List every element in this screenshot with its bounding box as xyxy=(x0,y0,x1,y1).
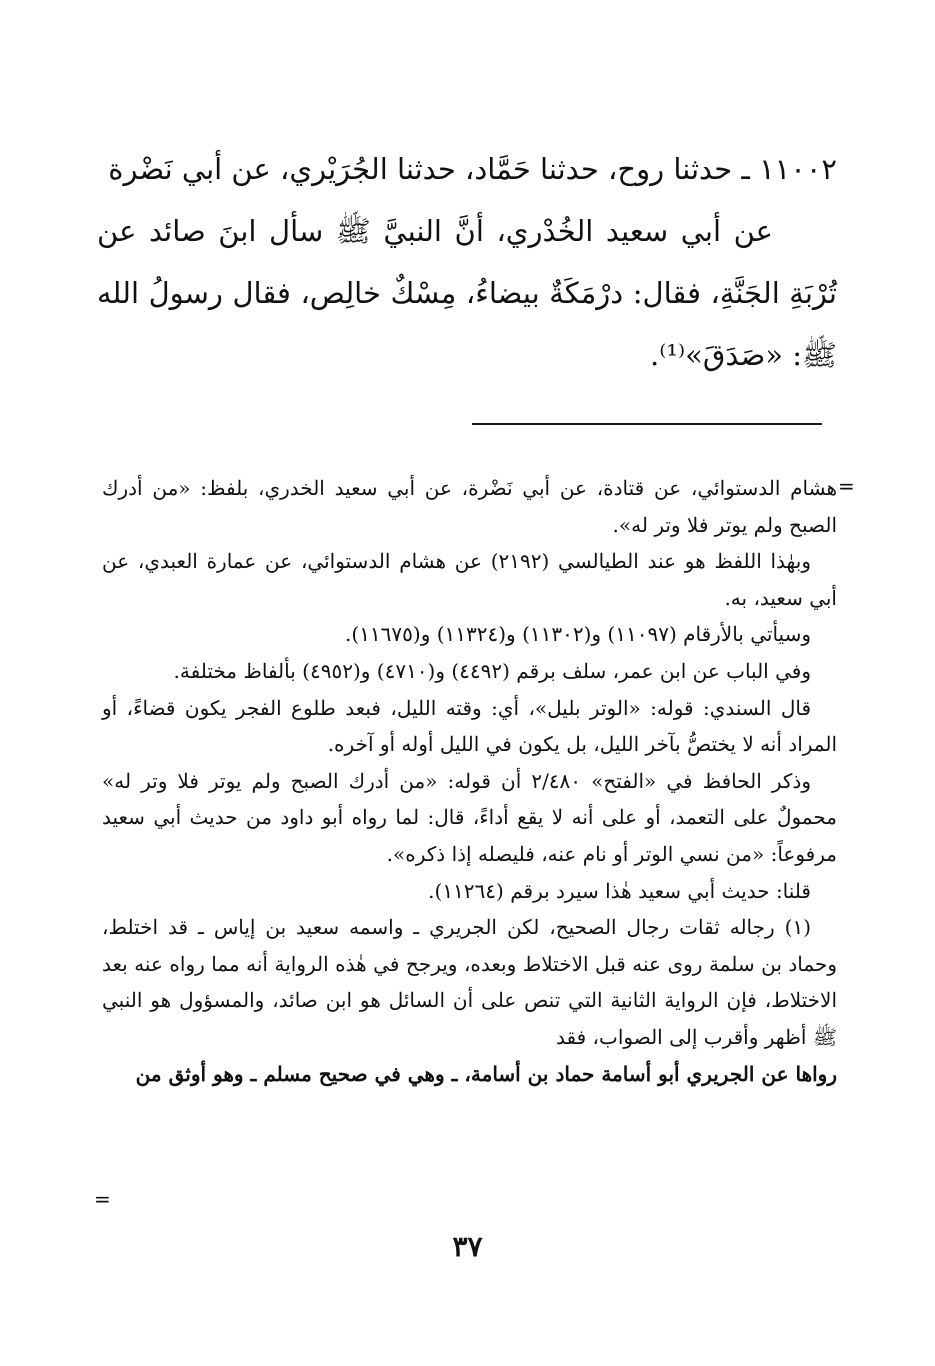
footnotes xyxy=(102,470,837,1092)
footnote-line: وفي الباب عن ابن عمر، سلف برقم (٤٤٩٢) و(٤٧١٠) و(٤٩٥٢) بألفاظ مختلفة. xyxy=(173,658,811,683)
footnote-divider xyxy=(472,423,822,425)
footnote-line: هشام الدستوائي، عن قتادة، عن أبي نَضْرة، عن أبي سعيد الخدري، بلفظ: «من أدرك الصبح ولم يوتر فلا وتر له». xyxy=(102,476,837,537)
footnote-line: قلنا: حديث أبي سعيد هٰذا سيرد برقم (١١٢٦٤). xyxy=(428,878,811,903)
footnote-line: وذكر الحافظ في «الفتح» ٢/٤٨٠ أن قوله: «من أدرك الصبح ولم يوتر فلا وتر له» محمولٌ على التعمد، أو على أنه لا يقع أداءً، قال: لما رواه أبو داود من حديث أبي سعيد مرفوعاً: «من نسي الوتر أو نام عنه، فليصله إذا ذكره». xyxy=(102,768,837,866)
footnote-line: رواها عن الجريري أبو أسامة حماد بن أسامة، ـ وهي في صحيح مسلم ـ وهو أوثق من xyxy=(135,1061,837,1086)
page-number: ٣٧ xyxy=(452,1230,483,1263)
continuation-mark-top: = xyxy=(838,474,855,498)
continuation-mark-bottom: = xyxy=(94,1187,111,1211)
hadith-matn: عن أبي سعيد الخُدْري، أنَّ النبيَّ ﷺ سأل ابنَ صائد عن تُرْبَةِ الجَنَّةِ، فقال: درْمَكَةٌ بيضاءُ، مِسْكٌ خالِص، فقال رسولُ الله ﷺ: «صَدَقَ»⁽¹⁾. xyxy=(97,214,837,372)
hadith-chain: ١١٠٠٢ ـ حدثنا روح، حدثنا حَمَّاد، حدثنا الجُرَيْري، عن أبي نَضْرة xyxy=(108,152,837,186)
footnote-line: وسيأتي بالأرقام (١١٠٩٧) و(١١٣٠٢) و(١١٣٢٤) و(١١٦٧٥). xyxy=(345,622,811,647)
footnote-line: قال السندي: قوله: «الوتر بليل»، أي: وقته الليل، فبعد طلوع الفجر يكون قضاءً، أو المراد أنه لا يختصُّ بآخر الليل، بل يكون في الليل أوله أو آخره. xyxy=(102,695,837,757)
hadith-text xyxy=(97,138,837,386)
footnote-1: (١) رجاله ثقات رجال الصحيح، لكن الجريري ـ واسمه سعيد بن إياس ـ قد اختلط، وحماد بن سلمة روى عنه قبل الاختلاط وبعده، ويرجح في هٰذه الرواية أنه مما رواه عنه بعد الاختلاط، فإن الرواية الثانية التي تنص على أن السائل هو ابن صائد، والمسؤول هو النبي ﷺ أظهر وأقرب إلى الصواب، فقد xyxy=(102,915,837,1049)
footnote-line: وبهٰذا اللفظ هو عند الطيالسي (٢١٩٢) عن هشام الدستوائي، عن عمارة العبدي، عن أبي سعيد، به. xyxy=(102,549,837,610)
